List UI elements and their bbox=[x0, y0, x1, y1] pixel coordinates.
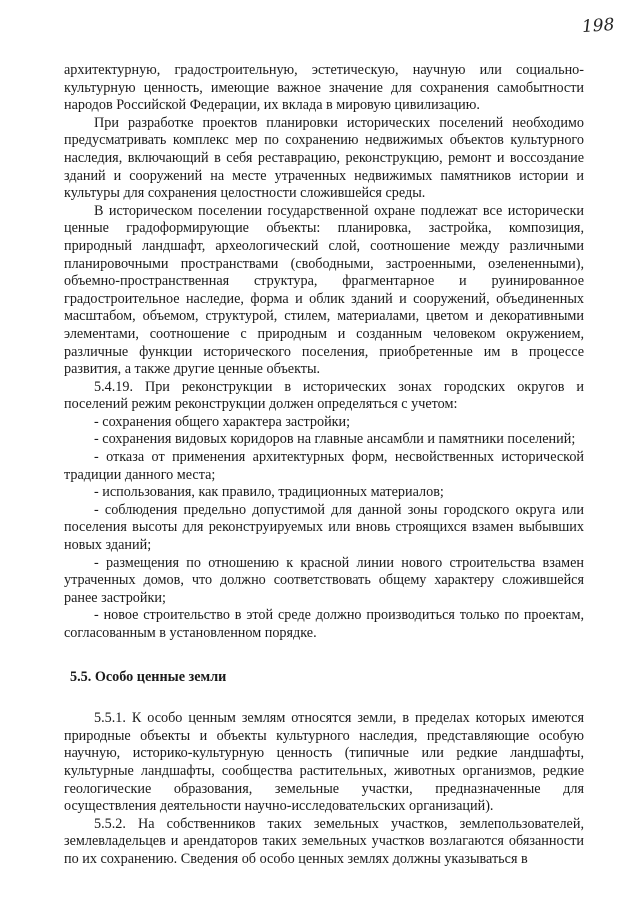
list-item: - использования, как правило, традиционных материалов; bbox=[94, 484, 444, 501]
list-item: - соблюдения предельно допустимой для данной зоны городского округа или поселения высоты для реконструируемых или вновь строящихся взамен выбывших новых зданий; bbox=[64, 501, 584, 554]
clause-5-4-19: 5.4.19. При реконструкции в исторических зонах городских округов и поселений режим реконструкции должен определяться с учетом: bbox=[64, 378, 584, 413]
list-item: - отказа от применения архитектурных форм, несвойственных исторической традиции данного места; bbox=[64, 449, 584, 483]
list-item: - размещения по отношению к красной линии нового строительства взамен утраченных домов, что должно соответствовать общему характеру сложившейся ранее застройки; bbox=[64, 554, 584, 606]
list-item: - сохранения видовых коридоров на главные ансамбли и памятники поселений; bbox=[94, 431, 576, 448]
list-item: - новое строительство в этой среде должно производиться только по проектам, согласованным в установленном порядке. bbox=[64, 607, 584, 641]
clause-5-5-2: 5.5.2. На собственников таких земельных участков, землепользователей, землевладельцев и арендаторов таких земельных участков возлагаются обязанности по их сохранению. Сведения об особо ценных землях должны указываться в bbox=[64, 815, 584, 867]
paragraph-projects: При разработке проектов планировки исторических поселений необходимо предусматривать комплекс мер по сохранению недвижимых объектов культурного наследия, включающий в себя реставрацию, реконструкцию, ремонт и воссоздание зданий и сооружений на месте утраченных недвижимых памятников истории и культуры для сохранения целостности сложившейся среды. bbox=[64, 114, 584, 202]
document-body bbox=[64, 62, 584, 869]
page-number: 198 bbox=[580, 14, 615, 38]
section-heading: 5.5. Особо ценные земли bbox=[70, 668, 227, 685]
clause-5-5-1: 5.5.1. К особо ценным землям относятся земли, в пределах которых имеются природные объекты и объекты культурного наследия, представляющие особую научную, историко-культурную ценность (типичные или редкие ландшафты, культурные ландшафты, сообщества растительных, животных организмов, редкие геологические образования, земельные участки, предназначенные для осуществления деятельности научно-исследовательских организаций). bbox=[64, 710, 584, 815]
intro-paragraph: архитектурную, градостроительную, эстетическую, научную или социально-культурную ценность, имеющие важное значение для сохранения самобытности народов Российской Федерации, их вклада в мировую цивилизацию. bbox=[64, 62, 584, 114]
paragraph-protection: В историческом поселении государственной охране подлежат все исторически ценные градоформирующие объекты: планировка, застройка, композиция, природный ландшафт, археологический слой, соотношение между различными планировочными пространствами (свободными, застроенными, озелененными), объемно-пространственная структура, фрагментарное и руинированное градостроительное наследие, форма и облик зданий и сооружений, объединенных масштабом, объемом, структурой, стилем, материалами, цветом и декоративными элементами, соотношение с природным и созданным человеком окружением, различные функции исторического поселения, приобретенные им в процессе развития, а также другие ценные объекты. bbox=[64, 202, 584, 378]
list-item: - сохранения общего характера застройки; bbox=[94, 413, 351, 430]
